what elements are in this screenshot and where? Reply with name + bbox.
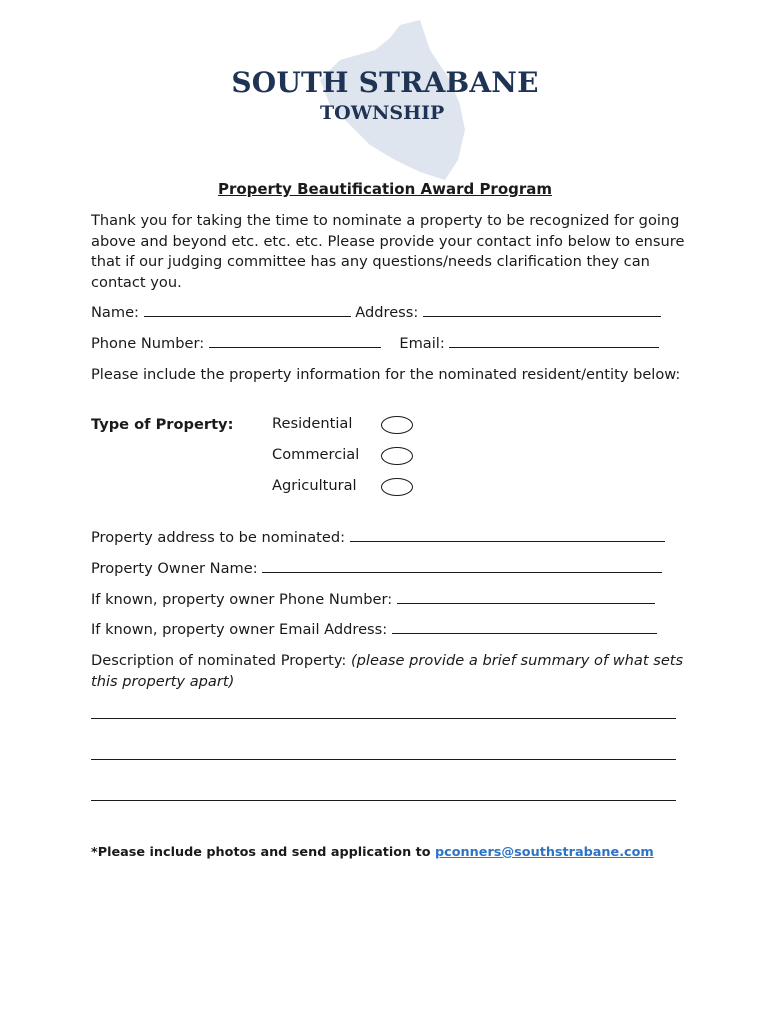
description-prompt [91,651,691,692]
contact-row-1 [91,303,661,323]
email-field[interactable] [449,334,659,348]
name-field[interactable] [144,303,351,317]
owner-phone-label: If known, property owner Phone Number: [91,591,393,608]
contact-row-2 [91,334,659,354]
option-residential-label: Residential [272,415,353,432]
owner-name-row [91,559,662,579]
township-map-silhouette [300,20,470,180]
owner-phone-row [91,590,655,610]
owner-email-row [91,620,657,640]
owner-email-field[interactable] [392,620,657,634]
township-logo [230,20,540,180]
option-agricultural-label: Agricultural [272,477,357,494]
description-line-3[interactable] [91,800,676,801]
property-address-row [91,528,665,548]
option-commercial-label: Commercial [272,446,360,463]
page-title: Property Beautification Award Program [217,180,553,198]
owner-name-label: Property Owner Name: [91,560,258,577]
logo-subtitle: TOWNSHIP [320,102,445,124]
logo-title: SOUTH STRABANE [231,66,539,99]
address-field[interactable] [423,303,661,317]
option-agricultural-radio[interactable] [381,478,413,496]
description-label: Description of nominated Property: [91,652,347,669]
option-commercial-radio[interactable] [381,447,413,465]
address-label: Address: [355,304,419,321]
type-of-property-label: Type of Property: [91,416,234,433]
contact-email-link[interactable]: pconners@southstrabane.com [435,845,654,860]
property-address-label: Property address to be nominated: [91,529,346,546]
footnote-text: *Please include photos and send application to [91,845,431,860]
property-address-field[interactable] [350,528,665,542]
name-label: Name: [91,304,139,321]
owner-phone-field[interactable] [397,590,655,604]
description-line-2[interactable] [91,759,676,760]
description-line-1[interactable] [91,718,676,719]
description-hint: (please provide a brief summary of what sets this property apart) [91,652,684,690]
phone-field[interactable] [209,334,381,348]
intro-paragraph: Thank you for taking the time to nominate a property to be recognized for going above and beyond etc. etc. etc. Please provide your contact info below to ensure that if our judging committee has any questions/needs clarification they can contact you. [91,212,685,291]
phone-label: Phone Number: [91,335,205,352]
option-residential-radio[interactable] [381,416,413,434]
email-label: Email: [399,335,445,352]
footnote [91,845,654,860]
property-info-text: Please include the property information for the nominated resident/entity below: [91,366,681,383]
owner-name-field[interactable] [262,559,662,573]
owner-email-label: If known, property owner Email Address: [91,621,388,638]
